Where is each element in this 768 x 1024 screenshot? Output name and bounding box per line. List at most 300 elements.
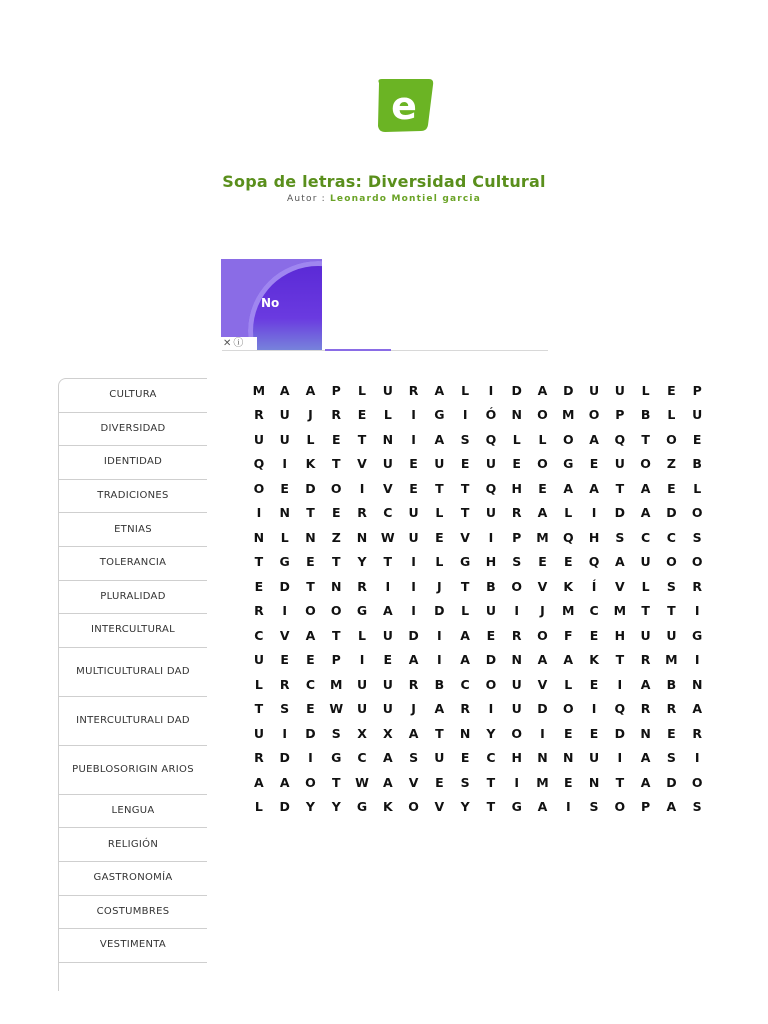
grid-cell[interactable]: E: [254, 578, 264, 594]
grid-cell[interactable]: T: [615, 774, 625, 790]
grid-cell[interactable]: R: [254, 603, 264, 619]
grid-cell[interactable]: A: [434, 701, 445, 717]
grid-cell[interactable]: I: [694, 750, 700, 766]
grid-cell[interactable]: O: [537, 407, 548, 423]
grid-cell[interactable]: O: [666, 554, 677, 570]
grid-cell[interactable]: Q: [614, 701, 626, 717]
grid-cell[interactable]: O: [537, 456, 548, 472]
grid-cell[interactable]: A: [408, 725, 419, 741]
grid-cell[interactable]: S: [331, 725, 341, 741]
grid-cell[interactable]: E: [589, 676, 599, 692]
grid-cell[interactable]: D: [666, 505, 677, 521]
grid-cell[interactable]: I: [514, 774, 520, 790]
grid-cell[interactable]: I: [282, 456, 287, 472]
grid-cell[interactable]: A: [640, 774, 651, 790]
grid-cell[interactable]: J: [540, 603, 545, 619]
letter-grid[interactable]: [246, 378, 710, 819]
grid-cell[interactable]: E: [563, 554, 573, 570]
grid-cell[interactable]: C: [666, 529, 676, 545]
grid-cell[interactable]: I: [411, 431, 416, 447]
grid-cell[interactable]: Y: [357, 554, 367, 570]
grid-cell[interactable]: E: [435, 774, 444, 790]
grid-cell[interactable]: U: [640, 627, 651, 643]
grid-cell[interactable]: P: [512, 529, 522, 545]
grid-cell[interactable]: N: [382, 431, 394, 447]
grid-cell[interactable]: I: [385, 578, 391, 594]
grid-cell[interactable]: C: [641, 529, 651, 545]
grid-cell[interactable]: U: [588, 750, 600, 766]
grid-cell[interactable]: D: [537, 701, 548, 717]
grid-cell[interactable]: I: [411, 578, 416, 594]
grid-cell[interactable]: B: [434, 676, 445, 692]
grid-cell[interactable]: R: [511, 505, 522, 521]
grid-cell[interactable]: V: [382, 480, 393, 496]
grid-cell[interactable]: G: [331, 750, 342, 766]
grid-cell[interactable]: I: [462, 407, 468, 423]
grid-cell[interactable]: K: [305, 456, 316, 472]
grid-cell[interactable]: R: [254, 407, 264, 423]
grid-cell[interactable]: H: [511, 750, 522, 766]
grid-cell[interactable]: N: [331, 578, 342, 594]
author-name[interactable]: Leonardo Montiel garcia: [329, 194, 481, 204]
grid-cell[interactable]: A: [305, 382, 316, 398]
grid-cell[interactable]: A: [460, 652, 470, 668]
grid-cell[interactable]: S: [512, 554, 522, 570]
grid-cell[interactable]: N: [691, 676, 703, 692]
grid-cell[interactable]: S: [692, 799, 702, 815]
grid-cell[interactable]: R: [511, 627, 522, 643]
grid-cell[interactable]: A: [382, 750, 393, 766]
grid-cell[interactable]: G: [511, 799, 522, 815]
grid-cell[interactable]: L: [512, 431, 521, 447]
grid-cell[interactable]: T: [615, 480, 625, 496]
grid-cell[interactable]: E: [667, 480, 676, 496]
grid-cell[interactable]: Q: [485, 431, 497, 447]
grid-cell[interactable]: E: [460, 456, 470, 472]
grid-cell[interactable]: D: [511, 382, 522, 398]
grid-cell[interactable]: O: [537, 627, 548, 643]
grid-cell[interactable]: U: [511, 676, 522, 692]
grid-cell[interactable]: R: [640, 652, 651, 668]
grid-cell[interactable]: R: [331, 407, 342, 423]
grid-cell[interactable]: U: [692, 407, 703, 423]
grid-cell[interactable]: Y: [460, 799, 470, 815]
grid-cell[interactable]: L: [435, 505, 444, 521]
grid-cell[interactable]: S: [692, 529, 702, 545]
grid-cell[interactable]: T: [331, 774, 341, 790]
grid-cell[interactable]: U: [382, 676, 393, 692]
grid-cell[interactable]: O: [408, 799, 419, 815]
grid-cell[interactable]: Q: [562, 529, 574, 545]
grid-cell[interactable]: G: [563, 456, 574, 472]
grid-cell[interactable]: Q: [253, 456, 265, 472]
grid-cell[interactable]: N: [253, 529, 265, 545]
grid-cell[interactable]: W: [355, 774, 369, 790]
grid-cell[interactable]: B: [666, 676, 677, 692]
grid-cell[interactable]: N: [511, 652, 522, 668]
grid-cell[interactable]: E: [306, 554, 315, 570]
grid-cell[interactable]: I: [617, 676, 623, 692]
grid-cell[interactable]: T: [667, 603, 676, 619]
grid-cell[interactable]: H: [485, 554, 497, 570]
grid-cell[interactable]: E: [306, 701, 315, 717]
grid-cell[interactable]: O: [614, 799, 626, 815]
grid-cell[interactable]: M: [665, 652, 678, 668]
info-icon[interactable]: ⓘ: [233, 338, 244, 349]
grid-cell[interactable]: R: [692, 725, 702, 741]
grid-cell[interactable]: I: [514, 603, 520, 619]
grid-cell[interactable]: P: [692, 382, 702, 398]
grid-cell[interactable]: I: [540, 725, 545, 741]
grid-cell[interactable]: E: [538, 480, 547, 496]
grid-cell[interactable]: L: [667, 407, 676, 423]
grid-cell[interactable]: A: [279, 774, 290, 790]
grid-cell[interactable]: L: [693, 480, 702, 496]
grid-cell[interactable]: I: [565, 799, 571, 815]
grid-cell[interactable]: N: [356, 529, 368, 545]
grid-cell[interactable]: I: [411, 603, 416, 619]
grid-cell[interactable]: U: [511, 701, 522, 717]
grid-cell[interactable]: T: [254, 554, 264, 570]
grid-cell[interactable]: O: [305, 774, 316, 790]
grid-cell[interactable]: R: [279, 676, 290, 692]
grid-cell[interactable]: E: [280, 652, 289, 668]
grid-cell[interactable]: U: [614, 456, 625, 472]
grid-cell[interactable]: T: [460, 480, 470, 496]
grid-cell[interactable]: I: [488, 701, 494, 717]
grid-cell[interactable]: A: [640, 505, 651, 521]
grid-cell[interactable]: E: [357, 407, 367, 423]
grid-cell[interactable]: O: [253, 480, 265, 496]
grid-cell[interactable]: P: [331, 652, 341, 668]
grid-cell[interactable]: U: [253, 431, 264, 447]
grid-cell[interactable]: T: [641, 603, 650, 619]
grid-cell[interactable]: E: [460, 750, 470, 766]
grid-cell[interactable]: E: [435, 529, 444, 545]
grid-cell[interactable]: I: [359, 480, 365, 496]
grid-cell[interactable]: B: [640, 407, 651, 423]
grid-cell[interactable]: X: [357, 725, 367, 741]
grid-cell[interactable]: E: [563, 774, 573, 790]
grid-cell[interactable]: S: [460, 431, 470, 447]
grid-cell[interactable]: A: [460, 627, 470, 643]
grid-cell[interactable]: V: [357, 456, 367, 472]
grid-cell[interactable]: R: [460, 701, 470, 717]
grid-cell[interactable]: C: [357, 750, 367, 766]
grid-cell[interactable]: D: [666, 774, 677, 790]
grid-cell[interactable]: P: [615, 407, 625, 423]
grid-cell[interactable]: U: [485, 603, 496, 619]
grid-cell[interactable]: D: [305, 480, 316, 496]
grid-cell[interactable]: J: [411, 701, 416, 717]
grid-cell[interactable]: C: [589, 603, 599, 619]
grid-cell[interactable]: D: [563, 382, 574, 398]
grid-cell[interactable]: L: [306, 431, 315, 447]
grid-cell[interactable]: U: [485, 456, 496, 472]
grid-cell[interactable]: E: [331, 431, 341, 447]
grid-cell[interactable]: R: [666, 701, 677, 717]
grid-cell[interactable]: I: [617, 750, 623, 766]
grid-cell[interactable]: L: [358, 627, 366, 643]
grid-cell[interactable]: L: [435, 554, 444, 570]
grid-cell[interactable]: S: [280, 701, 290, 717]
grid-cell[interactable]: A: [537, 799, 548, 815]
grid-cell[interactable]: L: [641, 382, 650, 398]
grid-cell[interactable]: C: [305, 676, 316, 692]
grid-cell[interactable]: L: [538, 431, 547, 447]
grid-cell[interactable]: G: [356, 603, 368, 619]
grid-cell[interactable]: U: [434, 750, 445, 766]
grid-cell[interactable]: E: [486, 627, 496, 643]
grid-cell[interactable]: M: [613, 603, 627, 619]
grid-cell[interactable]: D: [485, 652, 497, 668]
grid-cell[interactable]: U: [382, 627, 393, 643]
grid-cell[interactable]: U: [408, 505, 419, 521]
grid-cell[interactable]: I: [694, 652, 700, 668]
grid-cell[interactable]: I: [282, 725, 287, 741]
grid-cell[interactable]: D: [279, 799, 290, 815]
grid-cell[interactable]: U: [253, 725, 264, 741]
grid-cell[interactable]: A: [640, 480, 651, 496]
grid-cell[interactable]: N: [459, 725, 471, 741]
grid-cell[interactable]: H: [614, 627, 626, 643]
grid-cell[interactable]: S: [460, 774, 470, 790]
grid-cell[interactable]: I: [411, 407, 416, 423]
grid-cell[interactable]: E: [667, 725, 676, 741]
grid-cell[interactable]: A: [254, 774, 264, 790]
grid-cell[interactable]: O: [691, 554, 703, 570]
grid-cell[interactable]: V: [408, 774, 419, 790]
grid-cell[interactable]: O: [330, 480, 342, 496]
grid-cell[interactable]: O: [666, 431, 677, 447]
grid-cell[interactable]: Z: [331, 529, 341, 545]
grid-cell[interactable]: U: [640, 554, 651, 570]
grid-cell[interactable]: I: [437, 652, 442, 668]
grid-cell[interactable]: M: [330, 676, 343, 692]
grid-cell[interactable]: L: [564, 676, 573, 692]
grid-cell[interactable]: U: [614, 382, 625, 398]
grid-cell[interactable]: T: [486, 799, 496, 815]
grid-cell[interactable]: O: [305, 603, 316, 619]
grid-cell[interactable]: Y: [331, 799, 341, 815]
grid-cell[interactable]: I: [308, 750, 313, 766]
grid-cell[interactable]: C: [383, 505, 393, 521]
grid-cell[interactable]: T: [383, 554, 393, 570]
grid-cell[interactable]: S: [615, 529, 625, 545]
grid-cell[interactable]: X: [382, 725, 393, 741]
grid-cell[interactable]: T: [435, 480, 444, 496]
grid-cell[interactable]: A: [279, 382, 290, 398]
grid-cell[interactable]: B: [486, 578, 496, 594]
grid-cell[interactable]: V: [279, 627, 290, 643]
grid-cell[interactable]: A: [305, 627, 316, 643]
grid-cell[interactable]: D: [614, 725, 626, 741]
grid-cell[interactable]: G: [434, 407, 445, 423]
grid-cell[interactable]: O: [511, 725, 523, 741]
grid-cell[interactable]: A: [434, 382, 445, 398]
grid-cell[interactable]: N: [511, 407, 522, 423]
grid-cell[interactable]: J: [437, 578, 442, 594]
grid-cell[interactable]: L: [461, 603, 470, 619]
grid-cell[interactable]: A: [434, 431, 445, 447]
grid-cell[interactable]: A: [640, 676, 651, 692]
grid-cell[interactable]: U: [253, 652, 264, 668]
grid-cell[interactable]: U: [588, 382, 600, 398]
grid-cell[interactable]: I: [488, 382, 494, 398]
grid-cell[interactable]: V: [614, 578, 625, 594]
grid-cell[interactable]: E: [692, 431, 702, 447]
grid-cell[interactable]: E: [589, 456, 599, 472]
grid-cell[interactable]: M: [536, 774, 549, 790]
grid-cell[interactable]: E: [383, 652, 393, 668]
grid-cell[interactable]: R: [640, 701, 651, 717]
grid-cell[interactable]: I: [411, 554, 416, 570]
grid-cell[interactable]: A: [589, 431, 599, 447]
grid-cell[interactable]: Q: [588, 554, 600, 570]
grid-cell[interactable]: N: [279, 505, 290, 521]
grid-cell[interactable]: P: [331, 382, 341, 398]
grid-cell[interactable]: G: [692, 627, 703, 643]
advertisement[interactable]: [221, 259, 322, 351]
grid-cell[interactable]: D: [305, 725, 316, 741]
grid-cell[interactable]: R: [692, 578, 702, 594]
grid-cell[interactable]: A: [640, 750, 651, 766]
grid-cell[interactable]: E: [667, 382, 676, 398]
grid-cell[interactable]: W: [380, 529, 395, 545]
grid-cell[interactable]: O: [588, 407, 600, 423]
grid-cell[interactable]: L: [358, 382, 366, 398]
grid-cell[interactable]: I: [282, 603, 287, 619]
grid-cell[interactable]: A: [563, 652, 574, 668]
grid-cell[interactable]: S: [666, 750, 676, 766]
grid-cell[interactable]: G: [279, 554, 290, 570]
grid-cell[interactable]: T: [615, 652, 625, 668]
grid-cell[interactable]: A: [537, 382, 548, 398]
grid-cell[interactable]: E: [280, 480, 289, 496]
grid-cell[interactable]: K: [563, 578, 574, 594]
grid-cell[interactable]: U: [382, 701, 393, 717]
grid-cell[interactable]: O: [330, 603, 342, 619]
grid-cell[interactable]: N: [305, 529, 316, 545]
grid-cell[interactable]: A: [614, 554, 625, 570]
grid-cell[interactable]: L: [254, 799, 263, 815]
grid-cell[interactable]: N: [640, 725, 651, 741]
grid-cell[interactable]: B: [692, 456, 702, 472]
grid-cell[interactable]: T: [357, 431, 367, 447]
grid-cell[interactable]: Y: [486, 725, 496, 741]
grid-cell[interactable]: S: [589, 799, 599, 815]
grid-cell[interactable]: I: [694, 603, 700, 619]
grid-cell[interactable]: O: [691, 505, 703, 521]
grid-cell[interactable]: U: [408, 529, 419, 545]
grid-cell[interactable]: E: [512, 456, 521, 472]
grid-cell[interactable]: L: [564, 505, 573, 521]
grid-cell[interactable]: D: [434, 603, 445, 619]
grid-cell[interactable]: G: [356, 799, 368, 815]
grid-cell[interactable]: U: [356, 676, 368, 692]
grid-cell[interactable]: E: [538, 554, 547, 570]
grid-cell[interactable]: A: [408, 652, 419, 668]
grid-cell[interactable]: U: [356, 701, 368, 717]
close-icon[interactable]: ✕: [223, 338, 232, 349]
grid-cell[interactable]: R: [357, 578, 367, 594]
grid-cell[interactable]: Ó: [485, 407, 497, 423]
grid-cell[interactable]: V: [434, 799, 445, 815]
grid-cell[interactable]: R: [254, 750, 264, 766]
grid-cell[interactable]: F: [563, 627, 573, 643]
grid-cell[interactable]: R: [408, 676, 419, 692]
grid-cell[interactable]: E: [409, 480, 418, 496]
grid-cell[interactable]: C: [460, 676, 470, 692]
grid-cell[interactable]: U: [434, 456, 445, 472]
grid-cell[interactable]: Í: [591, 578, 597, 594]
grid-cell[interactable]: T: [486, 774, 496, 790]
grid-cell[interactable]: G: [460, 554, 471, 570]
grid-cell[interactable]: E: [563, 725, 573, 741]
grid-cell[interactable]: K: [589, 652, 599, 668]
grid-cell[interactable]: U: [382, 456, 393, 472]
grid-cell[interactable]: U: [382, 382, 393, 398]
grid-cell[interactable]: A: [589, 480, 599, 496]
grid-cell[interactable]: R: [408, 382, 419, 398]
grid-cell[interactable]: I: [591, 701, 597, 717]
grid-cell[interactable]: R: [357, 505, 367, 521]
grid-cell[interactable]: T: [306, 578, 315, 594]
grid-cell[interactable]: S: [666, 578, 676, 594]
grid-cell[interactable]: I: [359, 652, 365, 668]
grid-cell[interactable]: Y: [305, 799, 315, 815]
grid-cell[interactable]: H: [511, 480, 522, 496]
grid-cell[interactable]: L: [280, 529, 289, 545]
grid-cell[interactable]: T: [460, 578, 470, 594]
grid-cell[interactable]: M: [562, 603, 575, 619]
grid-cell[interactable]: E: [589, 627, 599, 643]
grid-cell[interactable]: E: [409, 456, 418, 472]
grid-cell[interactable]: D: [279, 750, 290, 766]
grid-cell[interactable]: T: [254, 701, 264, 717]
grid-cell[interactable]: T: [460, 505, 470, 521]
grid-cell[interactable]: L: [461, 382, 470, 398]
grid-cell[interactable]: P: [641, 799, 651, 815]
grid-cell[interactable]: O: [562, 701, 574, 717]
grid-cell[interactable]: C: [486, 750, 496, 766]
grid-cell[interactable]: L: [383, 407, 392, 423]
grid-cell[interactable]: L: [641, 578, 650, 594]
grid-cell[interactable]: D: [279, 578, 290, 594]
grid-cell[interactable]: E: [306, 652, 315, 668]
grid-cell[interactable]: Q: [614, 431, 626, 447]
grid-cell[interactable]: U: [666, 627, 677, 643]
grid-cell[interactable]: T: [331, 554, 341, 570]
grid-cell[interactable]: A: [382, 774, 393, 790]
grid-cell[interactable]: A: [537, 652, 548, 668]
grid-cell[interactable]: I: [591, 505, 597, 521]
grid-cell[interactable]: D: [408, 627, 419, 643]
grid-cell[interactable]: A: [382, 603, 393, 619]
grid-cell[interactable]: H: [588, 529, 600, 545]
grid-cell[interactable]: T: [641, 431, 650, 447]
grid-cell[interactable]: E: [331, 505, 341, 521]
grid-cell[interactable]: U: [485, 505, 496, 521]
grid-cell[interactable]: Z: [666, 456, 676, 472]
grid-cell[interactable]: V: [537, 578, 548, 594]
grid-cell[interactable]: N: [537, 750, 548, 766]
grid-cell[interactable]: T: [306, 505, 315, 521]
grid-cell[interactable]: U: [279, 407, 290, 423]
grid-cell[interactable]: E: [589, 725, 599, 741]
grid-cell[interactable]: C: [254, 627, 264, 643]
grid-cell[interactable]: V: [537, 676, 548, 692]
